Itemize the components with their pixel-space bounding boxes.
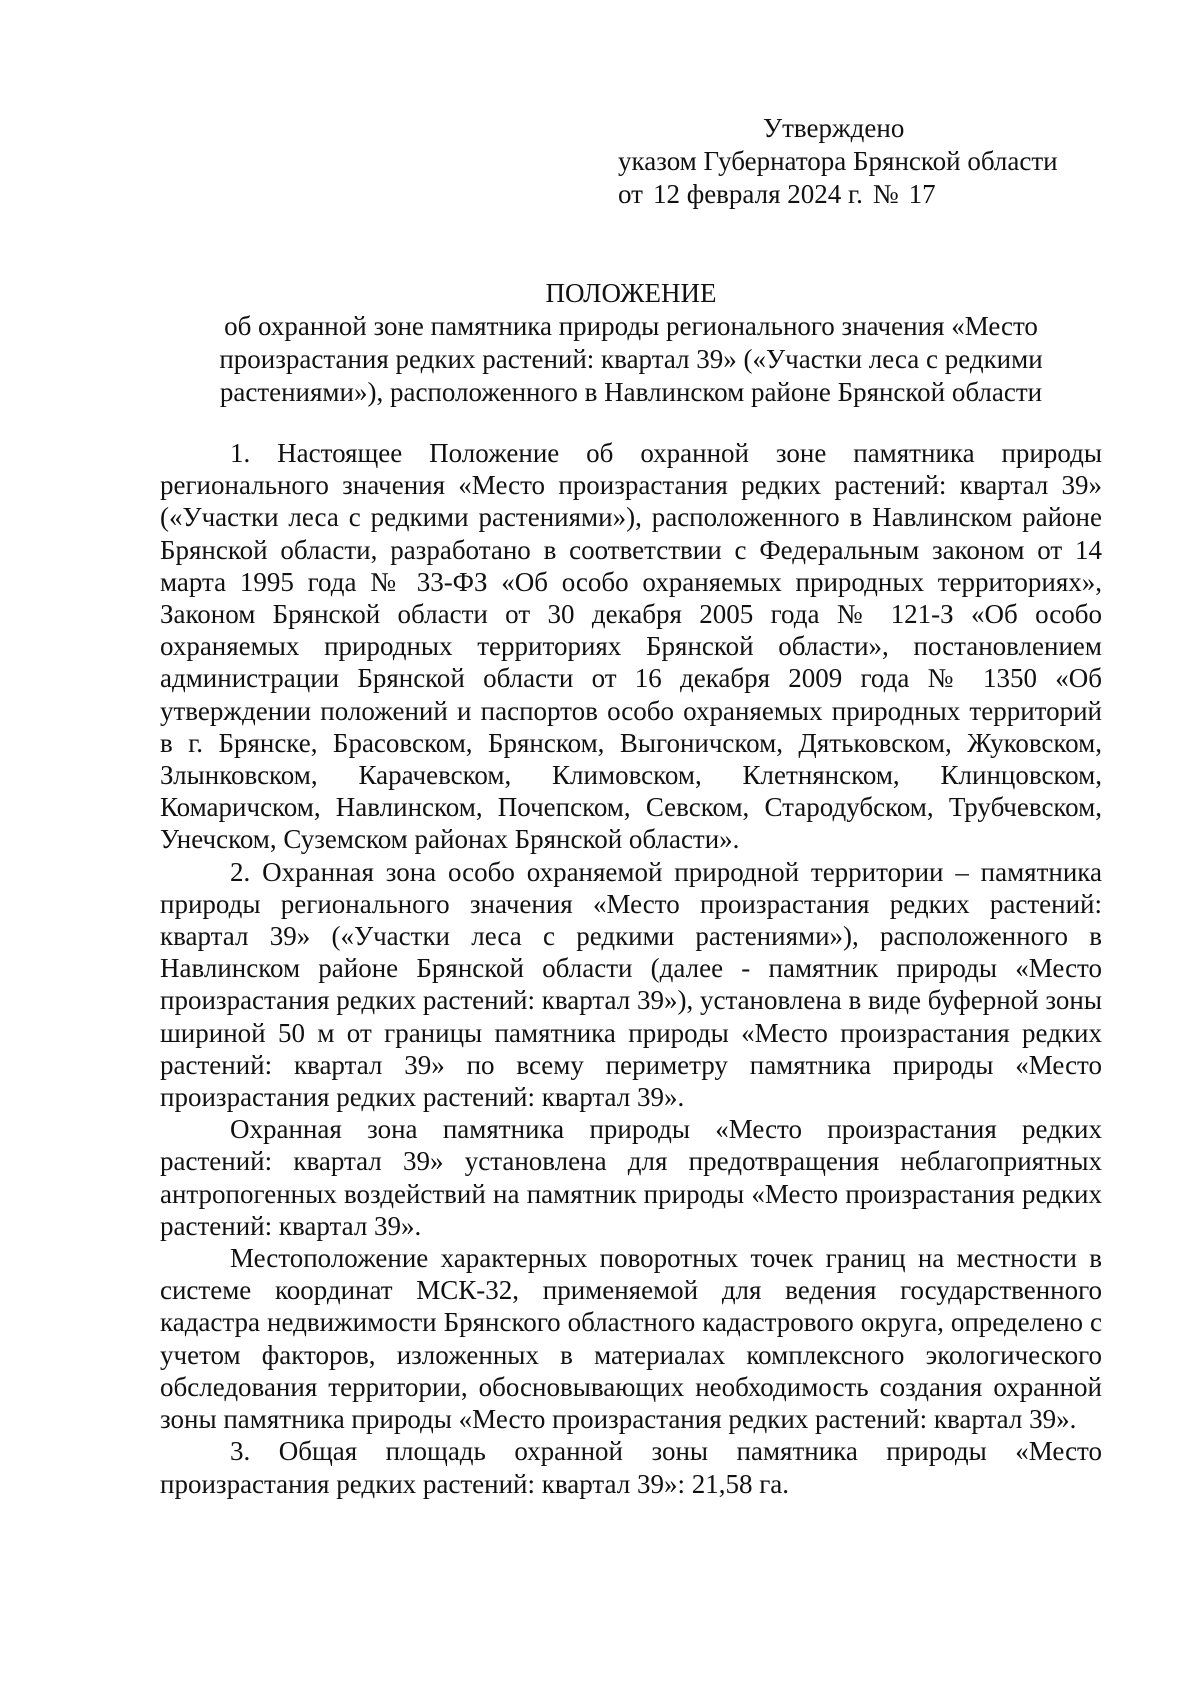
paragraph-4: Местоположение характерных поворотных точек границ на местности в системе координат МСК-32, применяемой для ведения государственного кадастра недвижимости Брянского областного кадастрового округа, определено с учетом факторов, изложенных в материалах комплексного экологического обследования территории, обосновывающих необходимость создания охранной зоны памятника природы «Место произрастания редких растений: квартал 39». — [160, 1243, 1102, 1435]
number-sign: № — [872, 179, 899, 209]
date-prefix: от — [618, 179, 643, 209]
document-title-block — [160, 277, 1102, 409]
decree-reference: указом Губернатора Брянской области — [618, 146, 1058, 176]
decree-date-line — [618, 178, 1158, 211]
document-subtitle-line-2: произрастания редких растений: квартал 39» («Участки леса с редкими — [219, 344, 1043, 374]
paragraph-2: 2. Охранная зона особо охраняемой природной территории – памятника природы регионального значения «Место произрастания редких растений: квартал 39» («Участки леса с редкими растениями»), расположенного в Навлинском районе Брянской области (далее - памятник природы «Место произрастания редких растений: квартал 39»), установлена в виде буферной зоны шириной 50 м от границы памятника природы «Место произрастания редких растений: квартал 39» по всему периметру памятника природы «Место произрастания редких растений: квартал 39». — [160, 856, 1102, 1113]
paragraph-3: Охранная зона памятника природы «Место произрастания редких растений: квартал 39» установлена для предотвращения неблагоприятных антропогенных воздействий на памятник природы «Место произрастания редких растений: квартал 39». — [160, 1114, 1102, 1241]
paragraph-5: 3. Общая площадь охранной зоны памятника природы «Место произрастания редких растений: квартал 39»: 21,58 га. — [160, 1436, 1102, 1499]
decree-date: 12 февраля 2024 г. — [652, 179, 863, 209]
paragraph-1: 1. Настоящее Положение об охранной зоне памятника природы регионального значения «Место произрастания редких растений: квартал 39» («Участки леса с редкими растениями»), расположенного в Навлинском районе Брянской области, разработано в соответствии с Федеральным законом от 14 марта 1995 года № 33-ФЗ «Об особо охраняемых природных территориях», Законом Брянской области от 30 декабря 2005 года № 121-З «Об особо охраняемых природных территориях Брянской области», постановлением администрации Брянской области от 16 декабря 2009 года № 1350 «Об утверждении положений и паспортов особо охраняемых природных территорий в г. Брянске, Брасовском, Брянском, Выгоничском, Дятьковском, Жуковском, Злынковском, Карачевском, Климовском, Клетнянском, Клинцовском, Комаричском, Навлинском, Почепском, Севском, Стародубском, Трубчевском, Унечском, Суземском районах Брянской области». — [160, 438, 1102, 855]
document-subtitle-line-1: об охранной зоне памятника природы регионального значения «Место — [224, 311, 1038, 341]
document-body — [160, 437, 1102, 1500]
decree-number: 17 — [908, 179, 936, 209]
document-subtitle-line-3: растениями»), расположенного в Навлинском районе Брянской области — [219, 377, 1043, 407]
document-heading: ПОЛОЖЕНИЕ — [545, 278, 717, 308]
approved-label: Утверждено — [763, 113, 905, 143]
approval-stamp — [618, 112, 1158, 211]
